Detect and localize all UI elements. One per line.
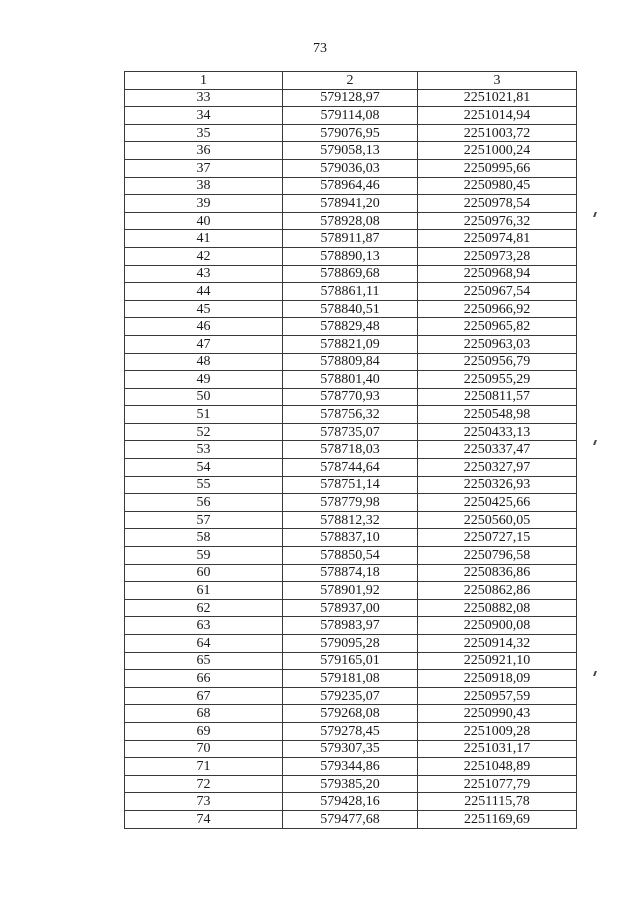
- x-coordinate-cell: 579036,03: [283, 159, 418, 177]
- y-coordinate-cell: 2250973,28: [418, 247, 577, 265]
- table-row: [125, 758, 577, 776]
- point-number-cell: 40: [125, 212, 283, 230]
- point-number-cell: 44: [125, 283, 283, 301]
- y-coordinate-cell: 2250433,13: [418, 423, 577, 441]
- table-row: [125, 159, 577, 177]
- table-row: [125, 265, 577, 283]
- x-coordinate-cell: 578874,18: [283, 564, 418, 582]
- table-row: [125, 441, 577, 459]
- x-coordinate-cell: 578809,84: [283, 353, 418, 371]
- y-coordinate-cell: 2250955,29: [418, 371, 577, 389]
- y-coordinate-cell: 2250968,94: [418, 265, 577, 283]
- table-row: [125, 511, 577, 529]
- table-row: [125, 406, 577, 424]
- table-row: [125, 494, 577, 512]
- column-header-3: 3: [418, 72, 577, 90]
- y-coordinate-cell: 2250900,08: [418, 617, 577, 635]
- y-coordinate-cell: 2251031,17: [418, 740, 577, 758]
- x-coordinate-cell: 578861,11: [283, 283, 418, 301]
- y-coordinate-cell: 2250548,98: [418, 406, 577, 424]
- x-coordinate-cell: 578937,00: [283, 599, 418, 617]
- y-coordinate-cell: 2250921,10: [418, 652, 577, 670]
- x-coordinate-cell: 578812,32: [283, 511, 418, 529]
- table-row: [125, 740, 577, 758]
- y-coordinate-cell: 2251169,69: [418, 810, 577, 828]
- point-number-cell: 65: [125, 652, 283, 670]
- table-row: [125, 722, 577, 740]
- point-number-cell: 53: [125, 441, 283, 459]
- x-coordinate-cell: 579307,35: [283, 740, 418, 758]
- point-number-cell: 71: [125, 758, 283, 776]
- table-row: [125, 810, 577, 828]
- y-coordinate-cell: 2250836,86: [418, 564, 577, 582]
- point-number-cell: 35: [125, 124, 283, 142]
- x-coordinate-cell: 579128,97: [283, 89, 418, 107]
- x-coordinate-cell: 578911,87: [283, 230, 418, 248]
- margin-mark: [593, 212, 597, 217]
- x-coordinate-cell: 578770,93: [283, 388, 418, 406]
- x-coordinate-cell: 578901,92: [283, 582, 418, 600]
- point-number-cell: 50: [125, 388, 283, 406]
- point-number-cell: 55: [125, 476, 283, 494]
- table-row: [125, 212, 577, 230]
- point-number-cell: 59: [125, 547, 283, 565]
- x-coordinate-cell: 579428,16: [283, 793, 418, 811]
- point-number-cell: 34: [125, 107, 283, 125]
- x-coordinate-cell: 578718,03: [283, 441, 418, 459]
- point-number-cell: 63: [125, 617, 283, 635]
- column-header-2: 2: [283, 72, 418, 90]
- x-coordinate-cell: 578829,48: [283, 318, 418, 336]
- x-coordinate-cell: 579095,28: [283, 635, 418, 653]
- point-number-cell: 38: [125, 177, 283, 195]
- x-coordinate-cell: 578756,32: [283, 406, 418, 424]
- y-coordinate-cell: 2250727,15: [418, 529, 577, 547]
- x-coordinate-cell: 578983,97: [283, 617, 418, 635]
- point-number-cell: 72: [125, 775, 283, 793]
- page-number: 73: [313, 41, 327, 56]
- x-coordinate-cell: 579278,45: [283, 722, 418, 740]
- table-row: [125, 300, 577, 318]
- margin-mark: [593, 671, 597, 676]
- point-number-cell: 60: [125, 564, 283, 582]
- y-coordinate-cell: 2251048,89: [418, 758, 577, 776]
- y-coordinate-cell: 2250967,54: [418, 283, 577, 301]
- y-coordinate-cell: 2250327,97: [418, 459, 577, 477]
- y-coordinate-cell: 2250980,45: [418, 177, 577, 195]
- table-body: [125, 89, 577, 828]
- point-number-cell: 73: [125, 793, 283, 811]
- x-coordinate-cell: 578869,68: [283, 265, 418, 283]
- x-coordinate-cell: 578840,51: [283, 300, 418, 318]
- point-number-cell: 66: [125, 670, 283, 688]
- point-number-cell: 54: [125, 459, 283, 477]
- y-coordinate-cell: 2251115,78: [418, 793, 577, 811]
- point-number-cell: 62: [125, 599, 283, 617]
- x-coordinate-cell: 579114,08: [283, 107, 418, 125]
- y-coordinate-cell: 2250337,47: [418, 441, 577, 459]
- table-row: [125, 247, 577, 265]
- point-number-cell: 58: [125, 529, 283, 547]
- y-coordinate-cell: 2250918,09: [418, 670, 577, 688]
- table-row: [125, 617, 577, 635]
- point-number-cell: 67: [125, 687, 283, 705]
- table-row: [125, 476, 577, 494]
- table-row: [125, 195, 577, 213]
- point-number-cell: 43: [125, 265, 283, 283]
- x-coordinate-cell: 579058,13: [283, 142, 418, 160]
- x-coordinate-cell: 579344,86: [283, 758, 418, 776]
- x-coordinate-cell: 579385,20: [283, 775, 418, 793]
- y-coordinate-cell: 2250978,54: [418, 195, 577, 213]
- point-number-cell: 33: [125, 89, 283, 107]
- x-coordinate-cell: 578850,54: [283, 547, 418, 565]
- table-row: [125, 529, 577, 547]
- table-row: [125, 124, 577, 142]
- x-coordinate-cell: 578735,07: [283, 423, 418, 441]
- point-number-cell: 49: [125, 371, 283, 389]
- table-row: [125, 353, 577, 371]
- table-row: [125, 107, 577, 125]
- y-coordinate-cell: 2250326,93: [418, 476, 577, 494]
- table-row: [125, 564, 577, 582]
- margin-mark: [593, 440, 597, 445]
- coordinates-table: [124, 71, 577, 829]
- table-row: [125, 177, 577, 195]
- x-coordinate-cell: 579181,08: [283, 670, 418, 688]
- point-number-cell: 37: [125, 159, 283, 177]
- table-row: [125, 670, 577, 688]
- x-coordinate-cell: 578751,14: [283, 476, 418, 494]
- x-coordinate-cell: 578928,08: [283, 212, 418, 230]
- y-coordinate-cell: 2250990,43: [418, 705, 577, 723]
- x-coordinate-cell: 578964,46: [283, 177, 418, 195]
- table-row: [125, 582, 577, 600]
- table-row: [125, 547, 577, 565]
- y-coordinate-cell: 2250425,66: [418, 494, 577, 512]
- x-coordinate-cell: 579268,08: [283, 705, 418, 723]
- point-number-cell: 56: [125, 494, 283, 512]
- table-row: [125, 89, 577, 107]
- table-row: [125, 142, 577, 160]
- point-number-cell: 36: [125, 142, 283, 160]
- x-coordinate-cell: 578821,09: [283, 335, 418, 353]
- x-coordinate-cell: 578941,20: [283, 195, 418, 213]
- table-row: [125, 775, 577, 793]
- column-header-1: 1: [125, 72, 283, 90]
- y-coordinate-cell: 2251009,28: [418, 722, 577, 740]
- point-number-cell: 69: [125, 722, 283, 740]
- point-number-cell: 46: [125, 318, 283, 336]
- x-coordinate-cell: 578890,13: [283, 247, 418, 265]
- table-row: [125, 705, 577, 723]
- point-number-cell: 47: [125, 335, 283, 353]
- table-row: [125, 687, 577, 705]
- y-coordinate-cell: 2250914,32: [418, 635, 577, 653]
- table-row: [125, 335, 577, 353]
- point-number-cell: 52: [125, 423, 283, 441]
- x-coordinate-cell: 579165,01: [283, 652, 418, 670]
- point-number-cell: 41: [125, 230, 283, 248]
- table-row: [125, 230, 577, 248]
- table-row: [125, 371, 577, 389]
- y-coordinate-cell: 2250796,58: [418, 547, 577, 565]
- y-coordinate-cell: 2250995,66: [418, 159, 577, 177]
- point-number-cell: 64: [125, 635, 283, 653]
- point-number-cell: 74: [125, 810, 283, 828]
- point-number-cell: 42: [125, 247, 283, 265]
- table-header-row: [125, 72, 577, 90]
- point-number-cell: 68: [125, 705, 283, 723]
- x-coordinate-cell: 578837,10: [283, 529, 418, 547]
- y-coordinate-cell: 2250976,32: [418, 212, 577, 230]
- y-coordinate-cell: 2251000,24: [418, 142, 577, 160]
- x-coordinate-cell: 578744,64: [283, 459, 418, 477]
- x-coordinate-cell: 579076,95: [283, 124, 418, 142]
- y-coordinate-cell: 2250963,03: [418, 335, 577, 353]
- point-number-cell: 61: [125, 582, 283, 600]
- y-coordinate-cell: 2250974,81: [418, 230, 577, 248]
- y-coordinate-cell: 2251003,72: [418, 124, 577, 142]
- table-row: [125, 459, 577, 477]
- x-coordinate-cell: 578779,98: [283, 494, 418, 512]
- table-row: [125, 652, 577, 670]
- y-coordinate-cell: 2250560,05: [418, 511, 577, 529]
- y-coordinate-cell: 2250957,59: [418, 687, 577, 705]
- point-number-cell: 70: [125, 740, 283, 758]
- x-coordinate-cell: 578801,40: [283, 371, 418, 389]
- y-coordinate-cell: 2251014,94: [418, 107, 577, 125]
- y-coordinate-cell: 2251077,79: [418, 775, 577, 793]
- y-coordinate-cell: 2251021,81: [418, 89, 577, 107]
- table-row: [125, 318, 577, 336]
- y-coordinate-cell: 2250956,79: [418, 353, 577, 371]
- table-row: [125, 388, 577, 406]
- point-number-cell: 48: [125, 353, 283, 371]
- y-coordinate-cell: 2250966,92: [418, 300, 577, 318]
- table-row: [125, 283, 577, 301]
- point-number-cell: 57: [125, 511, 283, 529]
- table-row: [125, 635, 577, 653]
- point-number-cell: 45: [125, 300, 283, 318]
- y-coordinate-cell: 2250862,86: [418, 582, 577, 600]
- y-coordinate-cell: 2250882,08: [418, 599, 577, 617]
- point-number-cell: 51: [125, 406, 283, 424]
- y-coordinate-cell: 2250811,57: [418, 388, 577, 406]
- table-row: [125, 599, 577, 617]
- point-number-cell: 39: [125, 195, 283, 213]
- x-coordinate-cell: 579477,68: [283, 810, 418, 828]
- x-coordinate-cell: 579235,07: [283, 687, 418, 705]
- table-row: [125, 793, 577, 811]
- table-row: [125, 423, 577, 441]
- y-coordinate-cell: 2250965,82: [418, 318, 577, 336]
